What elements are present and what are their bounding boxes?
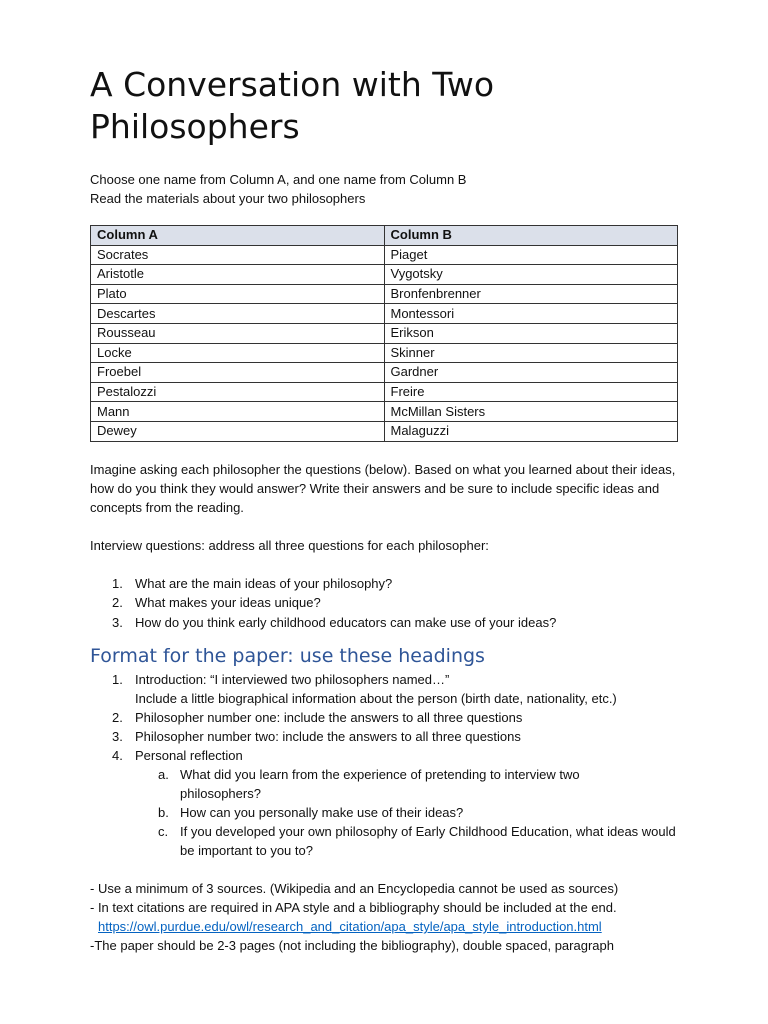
apa-style-link[interactable]: https://owl.purdue.edu/owl/research_and_citation/apa_style/apa_style_introduction.html: [98, 919, 602, 934]
question-text: What makes your ideas unique?: [135, 595, 321, 611]
interview-questions-list: [90, 574, 556, 632]
instructions-intro: [90, 170, 466, 208]
column-a-cell: Dewey: [91, 421, 385, 441]
note-citations: - In text citations are required in APA style and a bibliography should be included at the end.: [90, 900, 617, 915]
column-a-cell: Plato: [91, 284, 385, 304]
note-length: -The paper should be 2-3 pages (not including the bibliography), double spaced, paragraph: [90, 938, 614, 953]
column-a-cell: Socrates: [91, 245, 385, 265]
format-item-reflection: Personal reflection: [135, 748, 243, 763]
table-row: [91, 265, 678, 285]
table-row: [91, 323, 678, 343]
sub-list-item: a. What did you learn from the experience of pretending to interview two philosophers?: [158, 767, 580, 801]
page-title: A Conversation with Two Philosophers: [90, 65, 495, 146]
column-a-header: Column A: [91, 226, 385, 246]
column-a-cell: Rousseau: [91, 323, 385, 343]
table-row: [91, 304, 678, 324]
sub-list-item: b. How can you personally make use of their ideas?: [158, 805, 464, 820]
column-b-cell: Skinner: [384, 343, 678, 363]
philosophers-table: [90, 225, 678, 442]
question-text: What are the main ideas of your philosophy?: [135, 576, 393, 591]
list-item: 1. What are the main ideas of your philosophy?: [112, 576, 393, 591]
list-item: 3. Philosopher number two: include the answers to all three questions: [112, 729, 521, 744]
table-row: [91, 343, 678, 363]
format-heading: Format for the paper: use these headings: [90, 645, 485, 667]
reflection-question-a: What did you learn from the experience of pretending to interview two philosophers?: [180, 767, 580, 801]
column-b-cell: Vygotsky: [384, 265, 678, 285]
column-b-cell: Gardner: [384, 363, 678, 383]
reflection-question-b: How can you personally make use of their ideas?: [180, 805, 464, 820]
column-b-cell: Bronfenbrenner: [384, 284, 678, 304]
reflection-question-c: If you developed your own philosophy of Early Childhood Education, what ideas would be important to you to?: [180, 824, 676, 858]
interview-questions-intro: Interview questions: address all three questions for each philosopher:: [90, 538, 489, 553]
note-sources: - Use a minimum of 3 sources. (Wikipedia and an Encyclopedia cannot be used as sources): [90, 881, 619, 896]
format-item-philosopher-two: Philosopher number two: include the answers to all three questions: [135, 729, 521, 744]
list-item: 4. Personal reflection: [112, 748, 243, 763]
imagine-paragraph: Imagine asking each philosopher the questions (below). Based on what you learned about their ideas, how do you think they would answer? Write their answers and be sure to include specific ideas and concepts from the reading.: [90, 462, 676, 515]
column-b-cell: Piaget: [384, 245, 678, 265]
table-row: [91, 363, 678, 383]
table-row: [91, 382, 678, 402]
list-item: 2. Philosopher number one: include the answers to all three questions: [112, 710, 523, 725]
list-item: 1. Introduction: “I interviewed two philosophers named…” Include a little biographical information about the person (birth date, nationality, etc.): [90, 670, 690, 708]
format-item-philosopher-one: Philosopher number one: include the answers to all three questions: [135, 710, 523, 725]
format-list: [90, 670, 690, 860]
list-item: 3. How do you think early childhood educators can make use of your ideas?: [112, 614, 557, 630]
list-item: 2. What makes your ideas unique?: [112, 595, 321, 611]
requirements-notes: [90, 879, 690, 955]
column-a-cell: Aristotle: [91, 265, 385, 285]
column-a-cell: Mann: [91, 402, 385, 422]
instruction-line-2: Read the materials about your two philosophers: [90, 191, 366, 206]
table-row: [91, 421, 678, 441]
column-b-cell: Montessori: [384, 304, 678, 324]
column-a-cell: Locke: [91, 343, 385, 363]
column-a-cell: Froebel: [91, 363, 385, 383]
sub-list-item: c. If you developed your own philosophy of Early Childhood Education, what ideas would be important to you to?: [158, 824, 676, 858]
table-header-row: [91, 226, 678, 246]
column-b-cell: Erikson: [384, 323, 678, 343]
column-b-cell: McMillan Sisters: [384, 402, 678, 422]
column-b-cell: Freire: [384, 382, 678, 402]
table-row: [91, 284, 678, 304]
instruction-line-1: Choose one name from Column A, and one name from Column B: [90, 172, 467, 187]
question-text: How do you think early childhood educators can make use of your ideas?: [135, 614, 557, 630]
table-row: [91, 402, 678, 422]
column-b-cell: Malaguzzi: [384, 421, 678, 441]
format-item-introduction: Introduction: “I interviewed two philosophers named…”: [135, 672, 450, 687]
column-b-header: Column B: [384, 226, 678, 246]
table-row: [91, 245, 678, 265]
column-a-cell: Pestalozzi: [91, 382, 385, 402]
format-item-introduction-detail: Include a little biographical information about the person (birth date, nationality, etc.): [135, 691, 617, 706]
column-a-cell: Descartes: [91, 304, 385, 324]
